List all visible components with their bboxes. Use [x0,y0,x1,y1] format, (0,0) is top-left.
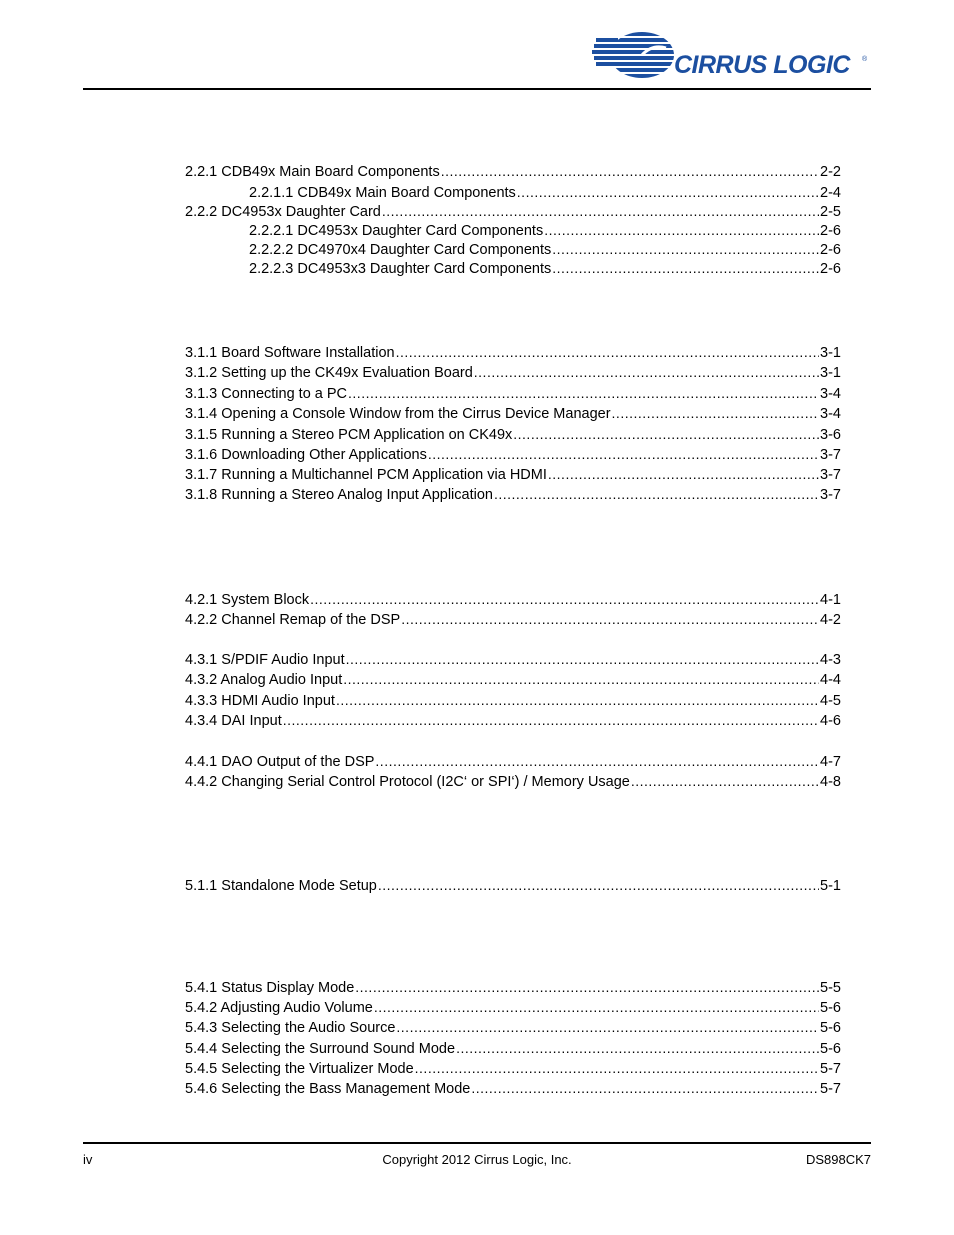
toc-entry-number: 2.2.1 [185,164,218,180]
toc-entry[interactable] [185,1017,841,1037]
toc-dot-leader [336,690,819,710]
toc-entry-heading [185,1018,395,1038]
toc-entry-heading [249,259,551,279]
toc-dot-leader [396,342,819,362]
toc-entry-page: 4-2 [820,612,841,628]
toc-dot-leader [552,258,819,278]
toc-entry[interactable] [185,589,841,609]
toc-entry-number: 5.1.1 [185,878,218,894]
toc-entry-text: DC4953x Daughter Card Components [297,223,544,239]
toc-entry[interactable] [185,161,841,181]
toc-entry-page: 4-3 [820,652,841,668]
toc-entry[interactable] [185,342,841,362]
toc-entry-number: 3.1.2 [185,365,218,381]
toc-entry[interactable] [185,383,841,403]
toc-entry[interactable] [185,201,841,221]
toc-entry-heading [185,1059,414,1079]
toc-dot-leader [348,383,819,403]
registered-mark: ® [862,56,868,63]
toc-entry-number: 3.1.7 [185,467,218,483]
toc-entry-heading [185,202,381,222]
toc-entry[interactable] [185,690,841,710]
toc-entry-page: 4-4 [820,672,841,688]
toc-dot-leader [283,710,819,730]
toc-dot-leader [456,1038,819,1058]
toc-entry[interactable] [185,669,841,689]
toc-entry[interactable] [185,403,841,423]
footer-rule [83,1142,871,1144]
toc-entry[interactable] [249,182,841,202]
toc-entry-number: 3.1.6 [185,447,218,463]
logo-wordmark: CIRRUS LOGIC [674,51,850,79]
toc-entry-text: CDB49x Main Board Components [221,164,440,180]
toc-entry-page: 3-4 [820,386,841,402]
toc-entry-heading [185,162,440,182]
toc-entry-page: 4-8 [820,774,841,790]
toc-dot-leader [631,771,819,791]
toc-entry-heading [185,445,427,465]
toc-entry[interactable] [185,1078,841,1098]
page-footer [83,1150,871,1172]
toc-dot-leader [401,609,819,629]
toc-entry-page: 2-5 [820,204,841,220]
toc-entry-heading [185,978,354,998]
toc-entry-page: 5-7 [820,1061,841,1077]
toc-entry-text: DC4970x4 Daughter Card Components [297,242,552,258]
toc-entry[interactable] [185,751,841,771]
toc-entry-number: 4.2.1 [185,592,218,608]
toc-entry-heading [185,876,377,896]
toc-entry-text: Adjusting Audio Volume [220,1000,373,1016]
toc-entry[interactable] [185,977,841,997]
toc-dot-leader [441,161,819,181]
toc-entry-heading [185,711,282,731]
toc-entry-number: 5.4.3 [185,1020,218,1036]
toc-entry[interactable] [185,771,841,791]
toc-entry-number: 2.2.2 [185,204,218,220]
toc-entry-number: 4.3.3 [185,693,218,709]
toc-entry-heading [185,998,373,1018]
toc-entry[interactable] [249,220,841,240]
toc-entry[interactable] [185,1038,841,1058]
toc-entry-number: 3.1.4 [185,406,218,422]
toc-entry-text: Downloading Other Applications [221,447,427,463]
toc-dot-leader [474,362,819,382]
toc-entry-page: 2-2 [820,164,841,180]
toc-entry-page: 4-6 [820,713,841,729]
toc-entry-text: Selecting the Bass Management Mode [221,1081,471,1097]
toc-entry-number: 4.4.2 [185,774,218,790]
toc-entry-text: DAO Output of the DSP [221,754,375,770]
toc-entry-page: 5-7 [820,1081,841,1097]
toc-entry-heading [185,404,611,424]
toc-entry-heading [249,240,551,260]
toc-entry-number: 2.2.2.3 [249,261,294,277]
toc-entry-text: Connecting to a PC [221,386,348,402]
toc-entry-number: 4.2.2 [185,612,218,628]
toc-entry-number: 5.4.2 [185,1000,218,1016]
toc-entry[interactable] [185,444,841,464]
toc-entry-text: Selecting the Virtualizer Mode [221,1061,414,1077]
toc-entry-text: Selecting the Audio Source [221,1020,396,1036]
footer-document-id: DS898CK7 [805,1152,871,1167]
toc-dot-leader [346,649,819,669]
toc-dot-leader [544,220,819,240]
toc-entry-heading [185,384,347,404]
toc-entry-text: Opening a Console Window from the Cirrus Device Manager [221,406,611,422]
toc-entry[interactable] [185,649,841,669]
toc-entry-heading [185,590,309,610]
toc-entry[interactable] [185,609,841,629]
toc-entry-text: DC4953x Daughter Card [221,204,381,220]
toc-entry-text: DAI Input [221,713,282,729]
toc-entry-text: CDB49x Main Board Components [297,185,516,201]
toc-entry-page: 5-6 [820,1041,841,1057]
toc-dot-leader [612,403,819,423]
toc-entry-text: Channel Remap of the DSP [221,612,401,628]
toc-entry[interactable] [185,424,841,444]
toc-entry-page: 4-5 [820,693,841,709]
toc-entry-text: Standalone Mode Setup [221,878,377,894]
toc-entry-heading [185,425,512,445]
toc-entry-number: 4.3.4 [185,713,218,729]
toc-entry-page: 3-1 [820,365,841,381]
toc-entry-heading [249,183,516,203]
toc-entry[interactable] [185,875,841,895]
toc-entry-heading [249,221,543,241]
toc-entry-page: 5-6 [820,1020,841,1036]
toc-entry[interactable] [185,997,841,1017]
toc-entry-heading [185,772,630,792]
toc-entry-heading [185,1079,470,1099]
toc-entry-heading [185,610,400,630]
toc-entry-page: 5-1 [820,878,841,894]
toc-dot-leader [382,201,819,221]
toc-dot-leader [343,669,819,689]
toc-entry-text: Selecting the Surround Sound Mode [221,1041,456,1057]
toc-dot-leader [552,239,819,259]
toc-entry-page: 3-7 [820,487,841,503]
toc-entry-number: 3.1.1 [185,345,218,361]
toc-entry-number: 3.1.3 [185,386,218,402]
toc-dot-leader [374,997,819,1017]
toc-entry-text: Setting up the CK49x Evaluation Board [221,365,473,381]
toc-entry-number: 2.2.1.1 [249,185,294,201]
toc-entry-heading [185,1039,455,1059]
toc-entry-number: 2.2.2.1 [249,223,294,239]
toc-entry-text: Analog Audio Input [220,672,343,688]
toc-entry-number: 3.1.8 [185,487,218,503]
toc-entry-number: 3.1.5 [185,427,218,443]
toc-entry-page: 3-7 [820,447,841,463]
toc-dot-leader [396,1017,819,1037]
toc-dot-leader [513,424,819,444]
footer-copyright: Copyright 2012 Cirrus Logic, Inc. [382,1152,572,1167]
toc-dot-leader [378,875,819,895]
toc-entry-page: 3-6 [820,427,841,443]
toc-entry-number: 5.4.6 [185,1081,218,1097]
toc-entry-heading [185,485,493,505]
toc-entry-number: 2.2.2.2 [249,242,294,258]
toc-entry-number: 5.4.1 [185,980,218,996]
toc-entry-page: 3-1 [820,345,841,361]
toc-dot-leader [471,1078,819,1098]
toc-entry-page: 2-6 [820,223,841,239]
toc-entry-heading [185,343,395,363]
toc-entry-page: 5-6 [820,1000,841,1016]
toc-entry[interactable] [185,362,841,382]
toc-entry-text: HDMI Audio Input [221,693,335,709]
toc-entry-heading [185,363,473,383]
toc-entry-text: Board Software Installation [221,345,395,361]
toc-entry-text: Status Display Mode [221,980,355,996]
toc-dot-leader [375,751,819,771]
toc-dot-leader [415,1058,819,1078]
toc-entry-heading [185,691,335,711]
toc-entry-heading [185,650,345,670]
toc-entry-number: 5.4.5 [185,1061,218,1077]
toc-entry-page: 4-1 [820,592,841,608]
toc-entry[interactable] [185,1058,841,1078]
toc-entry-text: Running a Stereo PCM Application on CK49x [221,427,513,443]
toc-entry-heading [185,752,374,772]
toc-dot-leader [517,182,819,202]
toc-entry-page: 5-5 [820,980,841,996]
toc-dot-leader [428,444,819,464]
toc-entry-number: 4.4.1 [185,754,218,770]
toc-dot-leader [355,977,819,997]
toc-entry-text: Running a Multichannel PCM Application via HDMI [221,467,547,483]
toc-entry-number: 4.3.1 [185,652,218,668]
footer-page-number: iv [83,1152,93,1167]
toc-entry-page: 2-6 [820,261,841,277]
toc-entry-page: 4-7 [820,754,841,770]
toc-entry-heading [185,465,547,485]
toc-dot-leader [310,589,819,609]
toc-entry-text: Changing Serial Control Protocol (I2C‘ or SPI‘) / Memory Usage [221,774,630,790]
toc-entry-number: 4.3.2 [185,672,218,688]
toc-entry[interactable] [185,710,841,730]
toc-entry-text: S/PDIF Audio Input [221,652,345,668]
toc-dot-leader [494,484,819,504]
toc-entry-text: Running a Stereo Analog Input Application [221,487,493,503]
toc-entry[interactable] [249,258,841,278]
toc-entry-page: 3-4 [820,406,841,422]
toc-entry-page: 2-6 [820,242,841,258]
toc-entry-page: 3-7 [820,467,841,483]
toc-entry-heading [185,670,342,690]
toc-entry[interactable] [249,239,841,259]
toc-entry-text: DC4953x3 Daughter Card Components [297,261,552,277]
toc-entry-number: 5.4.4 [185,1041,218,1057]
toc-entry-text: System Block [221,592,310,608]
toc-entry[interactable] [185,484,841,504]
toc-entry[interactable] [185,464,841,484]
toc-entry-page: 2-4 [820,185,841,201]
toc-dot-leader [548,464,819,484]
